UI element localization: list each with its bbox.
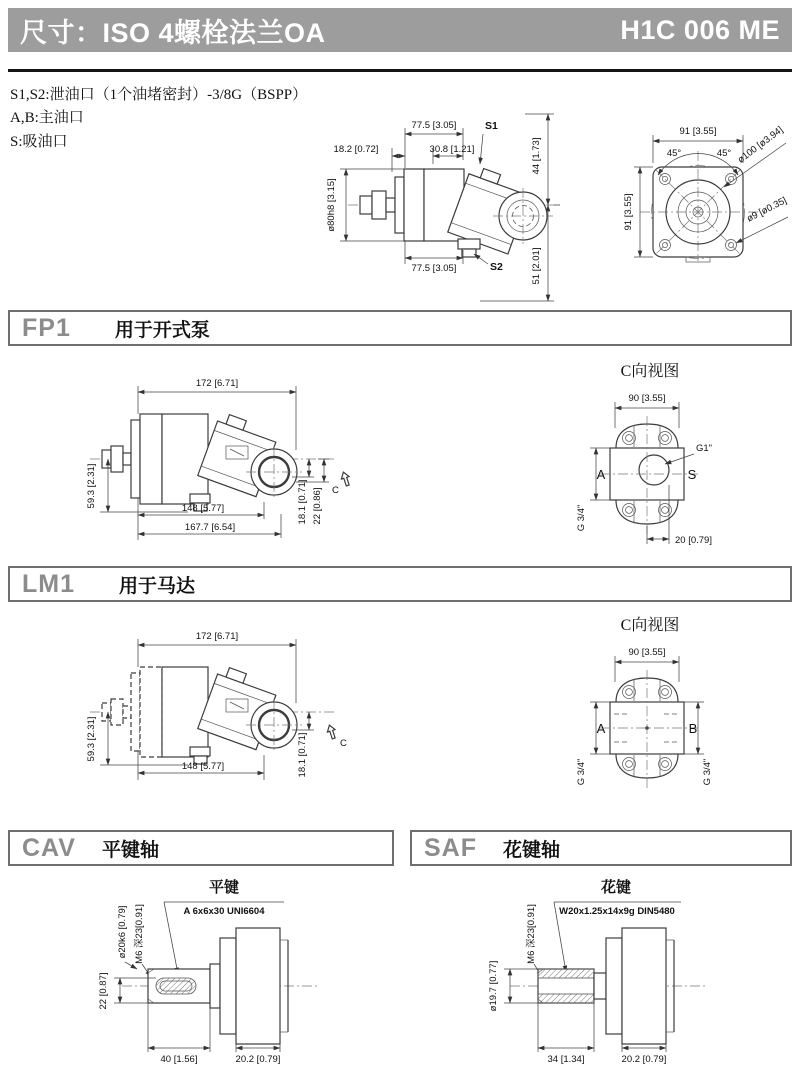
fp1-dim-height: 59.3 [2.31] xyxy=(86,463,97,509)
fp1-dim-length-overall: 167.7 [6.54] xyxy=(184,522,236,533)
pump-side-geometry xyxy=(348,164,560,257)
fp1-view-arrow-label: C xyxy=(332,485,339,496)
section-title-fp1: 用于开式泵 xyxy=(114,319,210,341)
section-code-saf: SAF xyxy=(424,833,477,862)
lm1-cview-port-left: A xyxy=(596,721,606,736)
lm1-view-arrow-icon xyxy=(326,724,338,740)
section-bar-fp1 xyxy=(8,310,792,346)
fp1-cview-thread-side: G 3/4" xyxy=(576,504,587,532)
lm1-dim-length-total: 172 [6.71] xyxy=(195,631,239,642)
dim-flange-dia: ø80h8 [3.15] xyxy=(326,178,337,232)
lm1-c-view-drawing xyxy=(572,612,792,807)
saf-dim-pilot-length: 20.2 [0.79] xyxy=(621,1054,667,1065)
fp1-dim-length-total: 172 [6.71] xyxy=(195,378,239,389)
lm1-cview-width: 90 [3.55] xyxy=(628,647,666,658)
lm1-cview-port-right: B xyxy=(688,721,698,736)
fp1-side-view-drawing xyxy=(78,362,368,557)
cav-dim-shaft-length: 40 [1.56] xyxy=(160,1054,198,1065)
saf-drawing-title: 花键 xyxy=(600,880,632,896)
fp1-dim-length-mid: 148 [5.77] xyxy=(181,503,225,514)
lm1-side-view-drawing xyxy=(78,615,368,810)
dim-bolt-circle: ø100 [ø3.94] xyxy=(735,124,786,166)
dim-angle-left: 45° xyxy=(666,148,682,159)
pump-side-view-drawing xyxy=(320,98,600,308)
flange-geometry xyxy=(640,151,758,262)
saf-shaft-drawing xyxy=(476,874,726,1069)
lm1-cview-geometry xyxy=(600,670,698,788)
fp1-c-view-drawing xyxy=(572,358,792,553)
dim-offset-left: 18.2 [0.72] xyxy=(333,144,379,155)
lm1-dim-offset-a: 18.1 [0.71] xyxy=(297,732,308,778)
lm1-cview-title: C向视图 xyxy=(620,617,680,634)
cav-spec-leader xyxy=(164,902,178,974)
dim-flange-height: 91 [3.55] xyxy=(623,193,634,231)
dim-bolt-hole: ø9 [ø0.35] xyxy=(745,195,789,225)
fp1-cview-width: 90 [3.55] xyxy=(628,393,666,404)
cav-shaft-drawing xyxy=(92,874,332,1069)
section-code-cav: CAV xyxy=(22,833,76,862)
dim-top-width: 77.5 [3.05] xyxy=(411,120,457,131)
cav-dim-shaft-dia: ø20k6 [0.79] xyxy=(117,905,128,959)
lm1-cview-thread-right: G 3/4" xyxy=(702,758,713,786)
fp1-dim-offset-a: 18.1 [0.71] xyxy=(297,479,308,525)
model-code: H1C 006 ME xyxy=(620,14,780,45)
legend-line-1: S1,S2:泄油口（1个油堵密封）-3/8G（BSPP） xyxy=(10,87,308,103)
fp1-cview-thread-center: G1" xyxy=(696,443,713,454)
saf-dim-shaft-dia: ø19.7 [0.77] xyxy=(488,960,499,1012)
fp1-cview-offset-bottom: 20 [0.79] xyxy=(675,535,712,546)
lm1-dim-length-mid: 148 [5.77] xyxy=(181,761,225,772)
fp1-view-arrow-icon xyxy=(340,471,352,487)
legend-line-2: A,B:主油口 xyxy=(10,110,84,127)
section-code-fp1: FP1 xyxy=(22,313,71,342)
section-title-lm1: 用于马达 xyxy=(119,575,196,597)
saf-dim-shaft-length: 34 [1.34] xyxy=(547,1054,585,1065)
dim-offset-mid: 30.8 [1.21] xyxy=(429,144,475,155)
dim-height-bottom: 51 [2.01] xyxy=(531,247,542,285)
dim-bottom-width: 77.5 [3.05] xyxy=(411,263,457,274)
lm1-dim-height: 59.3 [2.31] xyxy=(86,716,97,762)
fp1-cview-port-right: S xyxy=(687,467,697,482)
section-title-cav: 平键轴 xyxy=(101,839,159,861)
section-bar-saf xyxy=(410,830,792,866)
section-title-saf: 花键轴 xyxy=(503,839,561,861)
fp1-dim-offset-b: 22 [0.86] xyxy=(312,487,323,525)
dim-angle-right: 45° xyxy=(716,148,732,159)
lm1-cview-thread-left: G 3/4" xyxy=(576,758,587,786)
cav-dim-pilot-length: 20.2 [0.79] xyxy=(235,1054,281,1065)
cav-key-spec: A 6x6x30 UNI6604 xyxy=(183,906,265,917)
page-header xyxy=(8,8,792,52)
header-divider xyxy=(8,69,792,72)
page-title: 尺寸：ISO 4螺栓法兰OA xyxy=(20,17,326,48)
dim-flange-width: 91 [3.55] xyxy=(679,126,717,137)
fp1-cview-title: C向视图 xyxy=(620,363,680,380)
legend-line-3: S:吸油口 xyxy=(10,133,68,150)
saf-shaft-geometry xyxy=(510,928,708,1044)
cav-drawing-title: 平键 xyxy=(208,880,240,896)
cav-dim-thread: M6 深23[0.91] xyxy=(134,904,145,964)
flange-front-view-drawing xyxy=(623,103,798,263)
dim-height-top: 44 [1.73] xyxy=(531,137,542,175)
section-code-lm1: LM1 xyxy=(22,569,75,598)
lm1-view-arrow-label: C xyxy=(340,738,347,749)
saf-spline-spec: W20x1.25x14x9g DIN5480 xyxy=(559,906,675,917)
cav-shaft-geometry xyxy=(122,928,317,1044)
saf-dim-thread: M6 深23[0.91] xyxy=(526,904,537,964)
section-bar-cav xyxy=(8,830,394,866)
port-legend xyxy=(10,84,307,154)
fp1-cview-port-left: A xyxy=(596,467,606,482)
port-s1-label: S1 xyxy=(485,120,498,132)
fp1-cview-geometry xyxy=(600,416,698,534)
port-s2-label: S2 xyxy=(490,261,503,273)
cav-dim-key-height: 22 [0.87] xyxy=(98,972,109,1010)
section-bar-lm1 xyxy=(8,566,792,602)
